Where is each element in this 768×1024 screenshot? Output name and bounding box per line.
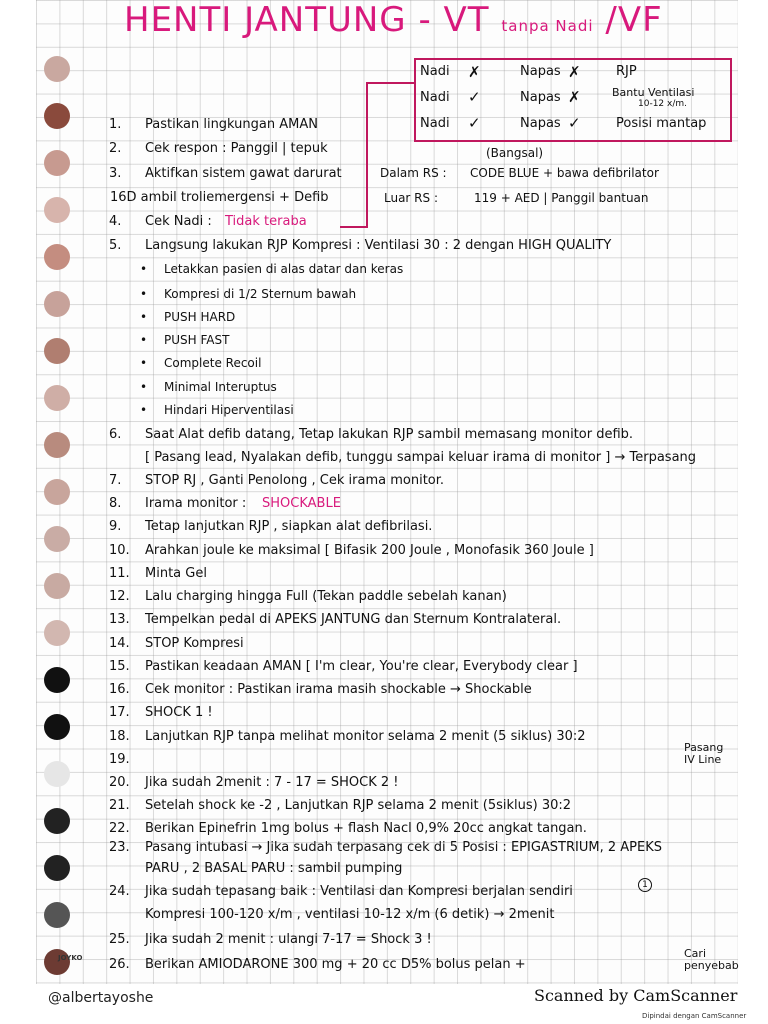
binder-hole [44, 761, 70, 787]
step-text: Arahkan joule ke maksimal [ Bifasik 200 Joule , Monofasik 360 Joule ] [145, 543, 594, 558]
connector-line [340, 226, 368, 228]
circled-one: 1 [638, 878, 652, 892]
binder-hole [44, 338, 70, 364]
step-number: 24. [109, 884, 130, 899]
step-text: Saat Alat defib datang, Tetap lakukan RJP sambil memasang monitor defib. [145, 427, 634, 442]
bullet-text: Hindari Hiperventilasi [164, 403, 294, 417]
nadi-mark: ✓ [468, 88, 481, 106]
bullet-dot: • [140, 380, 148, 394]
step-text: Lalu charging hingga Full (Tekan paddle sebelah kanan) [145, 589, 507, 604]
step-text: Setelah shock ke -2 , Lanjutkan RJP selama 2 menit (5siklus) 30:2 [145, 798, 572, 813]
binder-hole [44, 244, 70, 270]
step-number: 3. [109, 166, 122, 181]
step-text: Tetap lanjutkan RJP , siapkan alat defibrilasi. [145, 519, 433, 534]
napas-label: Napas [520, 64, 561, 79]
step-number: 17. [109, 705, 130, 720]
action-label: Posisi mantap [616, 116, 707, 131]
step-text: Berikan AMIODARONE 300 mg + 20 cc D5% bolus pelan + [145, 957, 526, 972]
step-number: 15. [109, 659, 130, 674]
step-number: 13. [109, 612, 130, 627]
step-text: Aktifkan sistem gawat darurat [145, 166, 342, 181]
binder-hole [44, 949, 70, 975]
step-text: Pastikan keadaan AMAN [ I'm clear, You're clear, Everybody clear ] [145, 659, 578, 674]
step-number: 14. [109, 636, 130, 651]
connector-line [366, 82, 368, 228]
napas-mark: ✓ [568, 114, 581, 132]
bullet-dot: • [140, 287, 148, 301]
step-text: Cek monitor : Pastikan irama masih shockable → Shockable [145, 682, 532, 697]
action-sub: 10-12 x/m. [638, 99, 687, 109]
binder-hole [44, 620, 70, 646]
step-number: 21. [109, 798, 130, 813]
binder-hole [44, 902, 70, 928]
step-number: 25. [109, 932, 130, 947]
step-text: 16D ambil troliemergensi + Defib [110, 190, 329, 205]
napas-mark: ✗ [568, 88, 581, 106]
step-text: SHOCK 1 ! [145, 705, 213, 720]
binder-hole [44, 714, 70, 740]
binder-hole [44, 479, 70, 505]
bullet-text: Kompresi di 1/2 Sternum bawah [164, 287, 357, 301]
step-number: 1. [109, 117, 122, 132]
step-text: STOP Kompresi [145, 636, 244, 651]
step-text: Irama monitor : [145, 496, 247, 511]
luar-rs-text: 119 + AED | Panggil bantuan [474, 191, 649, 205]
step-text: Tempelkan pedal di APEKS JANTUNG dan Sternum Kontralateral. [145, 612, 562, 627]
dalam-rs-label: Dalam RS : [380, 166, 447, 180]
notebook-brand: JOYKO [58, 954, 83, 962]
binder-hole [44, 573, 70, 599]
step-text: Berikan Epinefrin 1mg bolus + flash Nacl 0,9% 20cc angkat tangan. [145, 821, 587, 836]
bullet-dot: • [140, 310, 148, 324]
binder-hole [44, 150, 70, 176]
scanner-subtext: Dipindai dengan CamScanner [642, 1012, 747, 1020]
bullet-text: PUSH HARD [164, 310, 236, 324]
napas-label: Napas [520, 90, 561, 105]
title-end: /VF [605, 0, 663, 40]
action-label: Bantu Ventilasi [612, 86, 695, 99]
bullet-text: Complete Recoil [164, 356, 262, 370]
cari-penyebab-note: Cari penyebab [684, 947, 739, 972]
binder-hole [44, 56, 70, 82]
binder-hole [44, 103, 70, 129]
step-number: 18. [109, 729, 130, 744]
step-number: 7. [109, 473, 122, 488]
step-number: 22. [109, 821, 130, 836]
dalam-rs-text: CODE BLUE + bawa defibrilator [470, 166, 659, 180]
bullet-text: PUSH FAST [164, 333, 230, 347]
scanner-watermark: Scanned by CamScanner [534, 986, 738, 1005]
luar-rs-label: Luar RS : [384, 191, 438, 205]
step-number: 19. [109, 752, 130, 767]
step-text: Jika sudah tepasang baik : Ventilasi dan Kompresi berjalan sendiri [145, 884, 573, 899]
step-text: Kompresi 100-120 x/m , ventilasi 10-12 x/m (6 detik) → 2menit [145, 907, 555, 922]
bullet-dot: • [140, 356, 148, 370]
binder-hole [44, 291, 70, 317]
step-highlight: SHOCKABLE [262, 496, 341, 511]
binder-hole [44, 855, 70, 881]
step-text: [ Pasang lead, Nyalakan defib, tunggu sampai keluar irama di monitor ] → Terpasang [145, 450, 697, 465]
bullet-text: Minimal Interuptus [164, 380, 277, 394]
nadi-label: Nadi [420, 64, 450, 79]
bullet-text: Letakkan pasien di alas datar dan keras [164, 262, 404, 276]
pasang-iv-note: Pasang IV Line [684, 741, 724, 766]
bullet-dot: • [140, 333, 148, 347]
author-handle: @albertayoshe [48, 990, 154, 1006]
step-text: Jika sudah 2 menit : ulangi 7-17 = Shock 3 ! [145, 932, 432, 947]
step-text: Jika sudah 2menit : 7 - 17 = SHOCK 2 ! [145, 775, 399, 790]
napas-mark: ✗ [568, 63, 581, 81]
grid-paper [36, 0, 738, 984]
step-text: Cek Nadi : [145, 214, 212, 229]
bullet-dot: • [140, 403, 148, 417]
title-main: HENTI JANTUNG - VT [124, 0, 490, 40]
title-small: tanpa Nadi [501, 17, 594, 35]
action-label: RJP [616, 64, 637, 79]
connector-line [366, 82, 414, 84]
binder-hole [44, 526, 70, 552]
step-number: 6. [109, 427, 122, 442]
assessment-box [414, 58, 732, 142]
step-number: 23. [109, 840, 130, 855]
nadi-mark: ✓ [468, 114, 481, 132]
bullet-dot: • [140, 262, 148, 276]
binder-hole [44, 197, 70, 223]
step-number: 12. [109, 589, 130, 604]
step-text: Pasang intubasi → Jika sudah terpasang cek di 5 Posisi : EPIGASTRIUM, 2 APEKS [145, 840, 662, 855]
step-number: 2. [109, 141, 122, 156]
binder-hole [44, 808, 70, 834]
step-number: 8. [109, 496, 122, 511]
step-text: PARU , 2 BASAL PARU : sambil pumping [145, 861, 403, 876]
nadi-label: Nadi [420, 116, 450, 131]
binder-hole [44, 667, 70, 693]
nadi-label: Nadi [420, 90, 450, 105]
step-number: 16. [109, 682, 130, 697]
step-number: 5. [109, 238, 122, 253]
step-text: Langsung lakukan RJP Kompresi : Ventilasi 30 : 2 dengan HIGH QUALITY [145, 238, 612, 253]
step-number: 20. [109, 775, 130, 790]
step-number: 9. [109, 519, 122, 534]
step-text: STOP RJ , Ganti Penolong , Cek irama monitor. [145, 473, 445, 488]
page-title [124, 0, 663, 40]
bangsal-note: (Bangsal) [486, 146, 544, 160]
binder-hole [44, 432, 70, 458]
step-text: Cek respon : Panggil | tepuk [145, 141, 328, 156]
napas-label: Napas [520, 116, 561, 131]
step-text: Pastikan lingkungan AMAN [145, 117, 318, 132]
step-text: Minta Gel [145, 566, 207, 581]
step-number: 26. [109, 957, 130, 972]
step-number: 10. [109, 543, 130, 558]
step-number: 11. [109, 566, 130, 581]
binder-hole [44, 385, 70, 411]
nadi-mark: ✗ [468, 63, 481, 81]
step-highlight: Tidak teraba [225, 214, 307, 229]
step-number: 4. [109, 214, 122, 229]
step-text: Lanjutkan RJP tanpa melihat monitor selama 2 menit (5 siklus) 30:2 [145, 729, 586, 744]
